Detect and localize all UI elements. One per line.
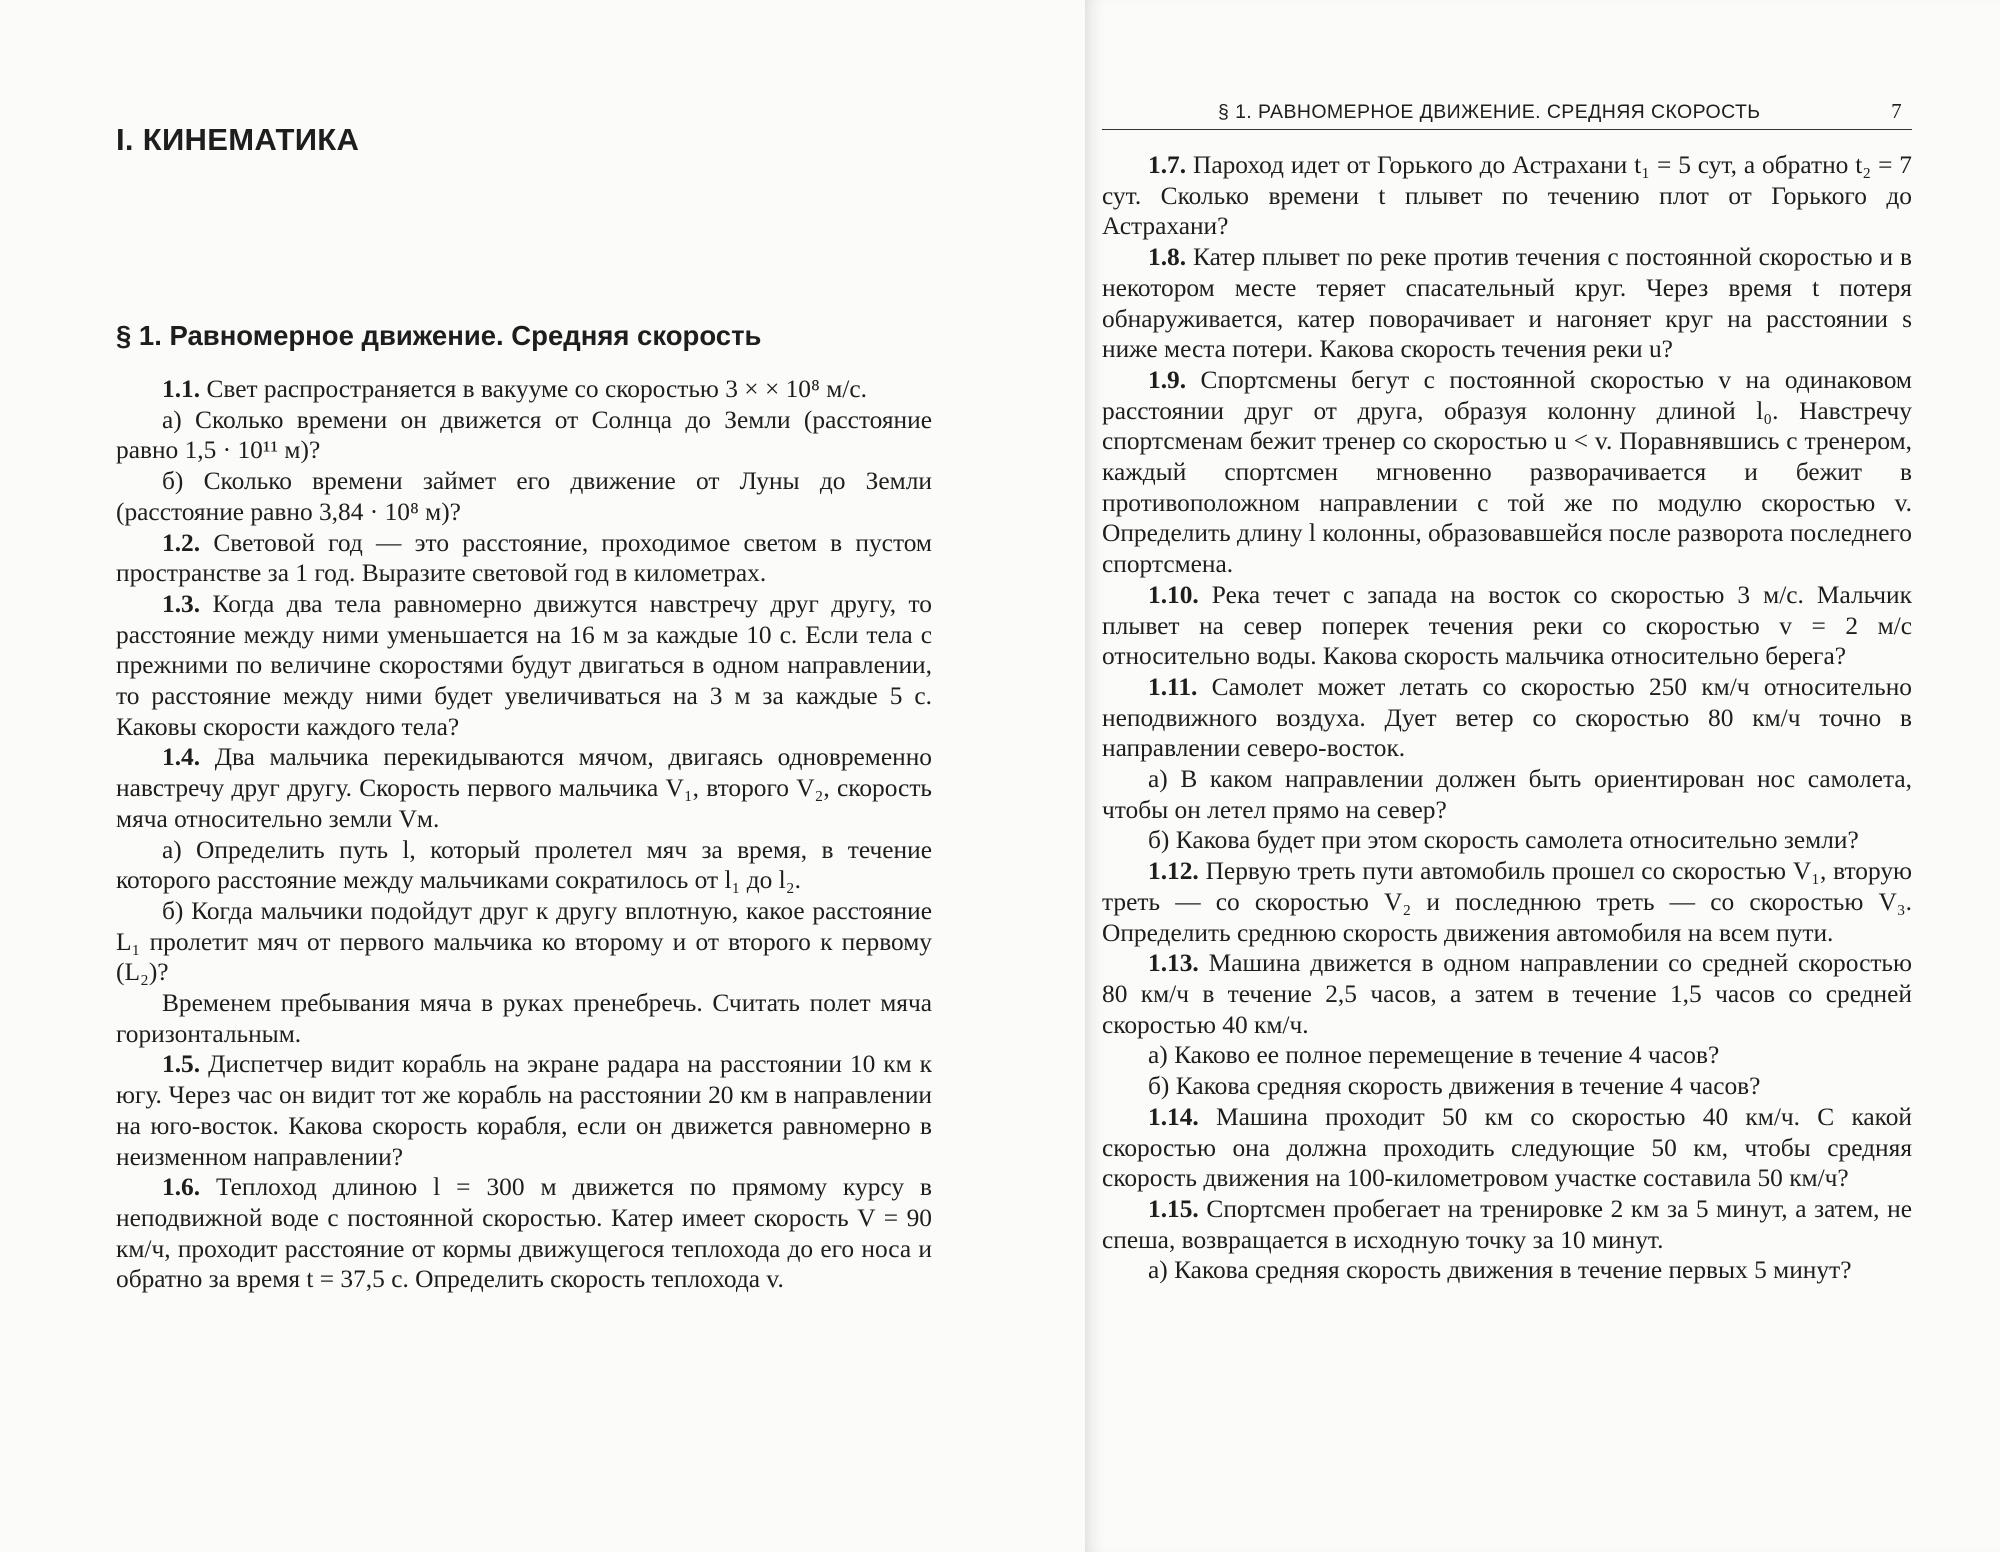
problem-text: Спортсмен пробегает на тренировке 2 км за 5 минут, а затем, не спеша, возвращается в исходную точку за 10 минут. — [1102, 1194, 1912, 1254]
problem-text: Река течет с запада на восток со скоростью 3 м/с. Мальчик плывет на север поперек течения реки со скоростью v = 2 м/с относительно воды. Какова скорость мальчика относительно берега? — [1102, 580, 1912, 671]
chapter-title: I. КИНЕМАТИКА — [116, 122, 360, 157]
problem-paragraph — [1102, 1102, 1912, 1194]
problem-paragraph — [1102, 856, 1912, 948]
problem-text: Когда два тела равномерно движутся навстречу друг другу, то расстояние между ними уменьшается на 16 м за каждые 10 с. Если тела с прежними по величине скоростями будут двигаться в одном направлении, то расстояние между ними будет увеличиваться на 3 м за каждые 5 с. Каковы скорости каждого тела? — [116, 589, 932, 741]
problem-paragraph — [116, 405, 932, 466]
problem-number: 1.10. — [1148, 580, 1199, 609]
problem-text: Катер плывет по реке против течения с постоянной скоростью и в некотором месте теряет спасательный круг. Через время t потеря обнаруживается, катер поворачивает и нагоняет круг на расстоянии s ниже места потери. Какова скорость течения реки u? — [1102, 243, 1912, 364]
problem-number: 1.7. — [1148, 151, 1187, 179]
problem-number: 1.14. — [1148, 1102, 1199, 1131]
problem-paragraph — [116, 466, 932, 527]
page-number: 7 — [1891, 99, 1902, 123]
problem-text: Спортсмены бегут с постоянной скоростью v на одинаковом расстоянии друг от друга, образуя колонну длиной l₀. Навстречу спортсменам бежит тренер со скоростью u < v. Поравнявшись с тренером, каждый спортсмен мгновенно разворачивается и бежит в противоположном направлении с той же по модулю скоростью v. Определить длину l колонны, образовавшейся после разворота последнего спортсмена. — [1102, 365, 1912, 579]
problem-paragraph — [1102, 1194, 1912, 1255]
right-text-column — [1102, 150, 1912, 1286]
problem-number: 1.11. — [1148, 672, 1198, 701]
problem-paragraph — [116, 528, 932, 589]
problem-number: 1.15. — [1148, 1194, 1199, 1223]
problem-paragraph — [1102, 580, 1912, 672]
problem-paragraph — [116, 896, 932, 988]
problem-text: а) Каково ее полное перемещение в течение 4 часов? — [1148, 1041, 1720, 1070]
problem-paragraph — [1102, 1255, 1912, 1286]
problem-text: б) Какова средняя скорость движения в течение 4 часов? — [1148, 1072, 1761, 1101]
problem-text: Свет распространяется в вакууме со скоростью 3 × × 10⁸ м/с. — [200, 375, 867, 403]
problem-paragraph — [116, 835, 932, 896]
problem-text: б) Когда мальчики подойдут друг к другу вплотную, какое расстояние L₁ пролетит мяч от первого мальчика ко второму и от второго к первому (L₂)? — [116, 896, 932, 987]
problem-text: Самолет может летать со скоростью 250 км/ч относительно неподвижного воздуха. Дует ветер со скоростью 80 км/ч точно в направлении северо-восток. — [1102, 672, 1912, 763]
problem-number: 1.3. — [162, 589, 201, 618]
problem-text: Два мальчика перекидываются мячом, двигаясь одновременно навстречу друг другу. Скорость первого мальчика V₁, второго V₂, скорость мяча относительно земли Vм. — [116, 743, 932, 833]
problem-text: б) Сколько времени займет его движение от Луны до Земли (расстояние равно 3,84 · 10⁸ м)? — [116, 467, 932, 526]
problem-paragraph — [116, 589, 932, 743]
problem-text: Временем пребывания мяча в руках пренебречь. Считать полет мяча горизонтальным. — [116, 989, 932, 1048]
problem-paragraph — [1102, 1040, 1912, 1071]
problem-number: 1.13. — [1148, 949, 1199, 978]
problem-number: 1.1. — [162, 375, 201, 403]
problem-paragraph — [1102, 242, 1912, 365]
problem-text: а) Какова средняя скорость движения в течение первых 5 минут? — [1148, 1256, 1852, 1285]
problem-paragraph — [1102, 1071, 1912, 1102]
problem-number: 1.12. — [1148, 857, 1199, 886]
problem-paragraph — [1102, 672, 1912, 764]
problem-text: Диспетчер видит корабль на экране радара на расстоянии 10 км к югу. Через час он видит тот же корабль на расстоянии 20 км в направлении на юго-восток. Какова скорость корабля, если он движется равномерно в неизменном направлении? — [116, 1050, 932, 1171]
problem-paragraph — [116, 1172, 932, 1295]
problem-number: 1.8. — [1148, 243, 1187, 272]
problem-number: 1.4. — [162, 743, 201, 772]
problem-number: 1.5. — [162, 1050, 201, 1079]
section-title: § 1. Равномерное движение. Средняя скорость — [116, 320, 762, 351]
problem-number: 1.6. — [162, 1173, 201, 1202]
problem-paragraph — [1102, 365, 1912, 580]
running-header-title: § 1. РАВНОМЕРНОЕ ДВИЖЕНИЕ. СРЕДНЯЯ СКОРОСТЬ — [1218, 101, 1761, 123]
running-header — [1102, 99, 1912, 130]
problem-text: Световой год — это расстояние, проходимое светом в пустом пространстве за 1 год. Выразите световой год в километрах. — [116, 528, 932, 588]
left-text-column — [116, 374, 932, 1295]
problem-text: а) Сколько времени он движется от Солнца до Земли (расстояние равно 1,5 · 10¹¹ м)? — [116, 405, 932, 465]
problem-paragraph — [116, 742, 932, 834]
problem-text: Пароход идет от Горького до Астрахани t₁ = 5 сут, а обратно t₂ = 7 сут. Сколько времени t плывет по течению плот от Горького до Астрахани? — [1102, 151, 1912, 241]
problem-paragraph — [116, 1049, 932, 1172]
problem-text: а) В каком направлении должен быть ориентирован нос самолета, чтобы он летел прямо на север? — [1102, 765, 1912, 824]
problem-text: Теплоход длиною l = 300 м движется по прямому курсу в неподвижной воде с постоянной скоростью. Катер имеет скорость V = 90 км/ч, проходит расстояние от кормы движущегося теплохода до его носа и обратно за время t = 37,5 с. Определить скорость теплохода v. — [116, 1173, 932, 1294]
problem-text: Машина проходит 50 км со скоростью 40 км/ч. С какой скоростью она должна проходить следующие 50 км, чтобы средняя скорость движения на 100-километровом участке составила 50 км/ч? — [1102, 1102, 1912, 1193]
problem-paragraph — [116, 374, 932, 405]
problem-paragraph — [116, 988, 932, 1049]
problem-number: 1.9. — [1148, 365, 1187, 394]
problem-paragraph — [1102, 825, 1912, 856]
problem-paragraph — [1102, 948, 1912, 1040]
problem-text: Первую треть пути автомобиль прошел со скоростью V₁, вторую треть — со скоростью V₂ и последнюю треть — со скоростью V₃. Определить среднюю скорость движения автомобиля на всем пути. — [1102, 857, 1912, 947]
problem-paragraph — [1102, 150, 1912, 242]
problem-number: 1.2. — [162, 528, 201, 557]
problem-text: Машина движется в одном направлении со средней скоростью 80 км/ч в течение 2,5 часов, а затем в течение 1,5 часов со средней скоростью 40 км/ч. — [1102, 949, 1912, 1039]
problem-text: а) Определить путь l, который пролетел мяч за время, в течение которого расстояние между мальчиками сократилось от l₁ до l₂. — [116, 835, 932, 895]
problem-text: б) Какова будет при этом скорость самолета относительно земли? — [1148, 826, 1859, 855]
problem-paragraph — [1102, 764, 1912, 825]
